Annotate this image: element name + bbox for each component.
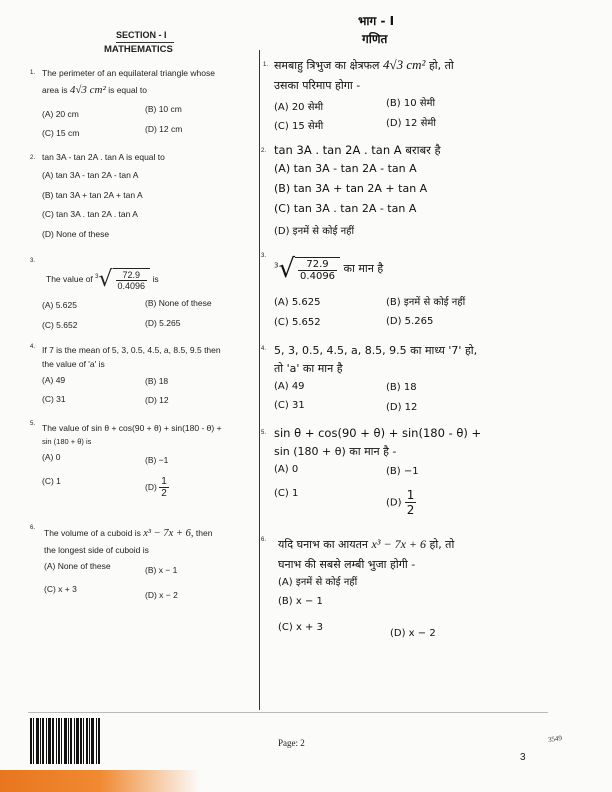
q6-cubic-expression-en: x³ − 7x + 6, — [143, 528, 194, 539]
q5-text-hi-1: sin θ + cos(90 + θ) + sin(180 - θ) + — [274, 426, 482, 440]
orange-edge-decoration — [0, 770, 200, 792]
q4-option-b-en: (B) 18 — [145, 376, 169, 386]
barcode-image — [30, 718, 112, 764]
q3-number-hi: 3. — [261, 253, 267, 259]
section-heading-en: SECTION - I — [116, 30, 167, 40]
q2-option-d-en: (D) None of these — [42, 229, 110, 239]
page-label: Page: 2 — [278, 738, 305, 748]
q3-option-b-hi: (B) इनमें से कोई नहीं — [386, 297, 466, 308]
q5-option-b-hi: (B) −1 — [386, 466, 419, 477]
section-heading-hi: भाग - I — [358, 14, 395, 28]
q6-option-b-hi: (B) x − 1 — [278, 596, 323, 607]
q6-option-d-en: (D) x − 2 — [145, 590, 178, 600]
q5-text-en-2: sin (180 + θ) is — [42, 437, 92, 446]
q6-number-hi: 6. — [261, 537, 267, 543]
subject-heading-hi: गणित — [362, 32, 388, 46]
q5-text-hi-2: sin (180 + θ) का मान है - — [274, 445, 397, 458]
q4-option-b-hi: (B) 18 — [386, 382, 417, 393]
q6-option-b-en: (B) x − 1 — [145, 565, 178, 575]
q3-option-a-hi: (A) 5.625 — [274, 297, 321, 308]
q3-text-hi: $^3$ √ $\frac{72.9}{0.4096}$ का मान है — [274, 254, 384, 284]
q5-option-c-en: (C) 1 — [42, 476, 61, 486]
q6-option-a-hi: (A) इनमें से कोई नहीं — [278, 577, 358, 588]
q6-text-hi-2: घनाभ की सबसे लम्बी भुजा होगी - — [278, 558, 416, 571]
subject-heading-en: MATHEMATICS — [104, 44, 173, 55]
q5-number-hi: 5. — [261, 430, 267, 436]
q2-option-d-hi: (D) इनमें से कोई नहीं — [274, 226, 355, 237]
footer-divider — [28, 712, 548, 713]
q2-number-hi: 2. — [261, 148, 267, 154]
q3-text-en: The value of $^3$ √ $\frac{72.9}{0.4096}$ is — [46, 267, 159, 292]
q5-option-a-hi: (A) 0 — [274, 464, 299, 475]
q2-option-b-en: (B) tan 3A + tan 2A + tan A — [42, 190, 143, 200]
q5-option-d-hi: (D) $\frac{1}{2}$ — [386, 488, 415, 517]
q2-option-a-hi: (A) tan 3A - tan 2A - tan A — [274, 162, 417, 175]
q5-option-d-fraction-en: $\frac{1}{2}$ — [161, 476, 167, 499]
q5-option-c-hi: (C) 1 — [274, 488, 299, 499]
q4-option-c-hi: (C) 31 — [274, 400, 305, 411]
q3-cube-root-hi: √ $\frac{72.9}{0.4096}$ — [278, 256, 340, 282]
q4-option-c-en: (C) 31 — [42, 394, 66, 404]
q1-option-a-en: (A) 20 cm — [42, 109, 79, 119]
q3-root-index-en: 3 — [95, 273, 99, 280]
q1-option-b-en: (B) 10 cm — [145, 104, 182, 114]
q1-area-expression: 4√3 cm² — [69, 84, 106, 96]
q6-number-en: 6. — [30, 525, 36, 531]
q4-text-hi-1: 5, 3, 0.5, 4.5, a, 8.5, 9.5 का माध्य '7' हो, — [274, 344, 478, 357]
q1-option-d-hi: (D) 12 सेमी — [386, 118, 436, 129]
q6-option-c-en: (C) x + 3 — [44, 584, 77, 594]
q5-text-en-1: The value of sin θ + cos(90 + θ) + sin(180 - θ) + — [42, 423, 222, 433]
q1-number-hi: 1. — [263, 62, 269, 68]
q4-number-hi: 4. — [261, 346, 267, 352]
q3-option-d-en: (D) 5.265 — [145, 318, 181, 328]
q4-text-en-1: If 7 is the mean of 5, 3, 0.5, 4.5, a, 8.5, 9.5 then — [42, 345, 221, 355]
q5-option-d-en: (D) $\frac{1}{2}$ — [145, 476, 167, 499]
q1-option-b-hi: (B) 10 सेमी — [386, 98, 436, 109]
q6-text-hi-1: यदि घनाभ का आयतन x³ − 7x + 6 हो, तो — [278, 537, 455, 551]
q1-option-c-en: (C) 15 cm — [42, 128, 80, 138]
column-divider — [259, 50, 260, 710]
q6-text-en-1: The volume of a cuboid is x³ − 7x + 6, then — [44, 528, 213, 539]
q4-option-a-hi: (A) 49 — [274, 381, 305, 392]
q4-option-d-en: (D) 12 — [145, 395, 169, 405]
q5-option-a-en: (A) 0 — [42, 452, 61, 462]
q4-text-hi-2: तो 'a' का मान है — [274, 362, 343, 375]
q4-number-en: 4. — [30, 344, 36, 350]
q2-option-c-en: (C) tan 3A . tan 2A . tan A — [42, 209, 138, 219]
q1-text-hi-1: समबाहु त्रिभुज का क्षेत्रफल 4√3 cm² हो, तो — [274, 57, 454, 72]
q2-text-en: tan 3A - tan 2A . tan A is equal to — [42, 152, 165, 162]
q2-text-hi: tan 3A . tan 2A . tan A बराबर है — [274, 143, 441, 157]
section-underline — [116, 42, 174, 43]
paper-code: 3549 — [547, 734, 563, 744]
q5-number-en: 5. — [30, 421, 36, 427]
q6-cubic-expression-hi: x³ − 7x + 6 — [371, 537, 426, 551]
q2-number-en: 2. — [30, 155, 36, 161]
q6-option-d-hi: (D) x − 2 — [390, 628, 436, 639]
q3-option-a-en: (A) 5.625 — [42, 300, 77, 310]
q1-text-hi-2: उसका परिमाप होगा - — [274, 79, 361, 92]
q1-text-en-2: area is 4√3 cm² is equal to — [42, 84, 147, 96]
q1-option-d-en: (D) 12 cm — [145, 124, 183, 134]
q1-option-c-hi: (C) 15 सेमी — [274, 121, 324, 132]
q4-option-d-hi: (D) 12 — [386, 402, 418, 413]
q2-option-b-hi: (B) tan 3A + tan 2A + tan A — [274, 182, 428, 195]
q2-option-a-en: (A) tan 3A - tan 2A - tan A — [42, 170, 139, 180]
q3-option-c-en: (C) 5.652 — [42, 320, 78, 330]
q1-option-a-hi: (A) 20 सेमी — [274, 102, 324, 113]
q3-option-b-en: (B) None of these — [145, 298, 212, 308]
q5-option-d-fraction-hi: $\frac{1}{2}$ — [406, 488, 415, 517]
q2-option-c-hi: (C) tan 3A . tan 2A - tan A — [274, 202, 417, 215]
q3-cube-root-en: √ $\frac{72.9}{0.4096}$ — [99, 268, 151, 291]
q1-text-en-1: The perimeter of an equilateral triangle whose — [42, 68, 215, 78]
page-number: 3 — [520, 752, 526, 763]
q3-option-c-hi: (C) 5.652 — [274, 317, 321, 328]
q4-option-a-en: (A) 49 — [42, 375, 66, 385]
q6-option-c-hi: (C) x + 3 — [278, 622, 323, 633]
q1-number-en: 1. — [30, 70, 36, 76]
q3-option-d-hi: (D) 5.265 — [386, 316, 434, 327]
q6-option-a-en: (A) None of these — [44, 561, 111, 571]
q3-number-en: 3. — [30, 258, 36, 264]
q6-text-en-2: the longest side of cuboid is — [44, 545, 149, 555]
q5-option-b-en: (B) −1 — [145, 455, 169, 465]
q4-text-en-2: the value of 'a' is — [42, 359, 105, 369]
q3-root-index-hi: 3 — [274, 261, 279, 270]
